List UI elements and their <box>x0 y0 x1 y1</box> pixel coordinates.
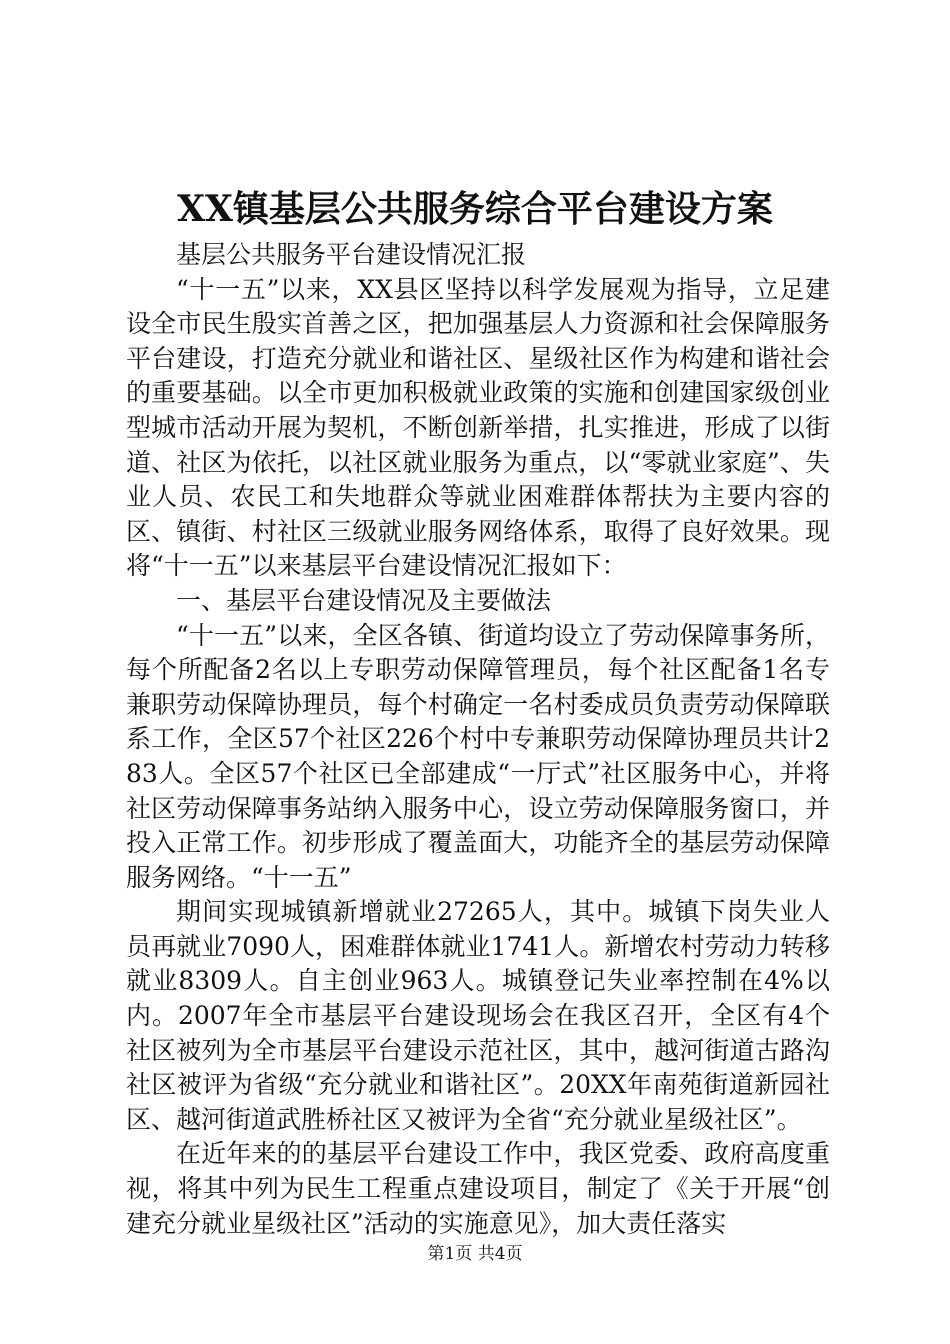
document-title: XX镇基层公共服务综合平台建设方案 <box>177 188 773 230</box>
paragraph-employment-results: 期间实现城镇新增就业27265人，其中。城镇下岗失业人员再就业7090人，困难群体就业1741人。新增农村劳动力转移就业8309人。自主创业963人。城镇登记失业率控制在4%以内。2007年全市基层平台建设现场会在我区召开，全区有4个社区被列为全市基层平台建设示范社区，其中，越河街道古路沟社区被评为省级“充分就业和谐社区”。20XX年南苑街道新园社区、越河街道武胜桥社区又被评为全省“充分就业星级社区”。 <box>126 897 830 1134</box>
page-footer: 第1页 共4页 <box>427 1244 523 1264</box>
paragraph-platform-setup: “十一五”以来，全区各镇、街道均设立了劳动保障事务所，每个所配备2名以上专职劳动保障管理员，每个社区配备1名专兼职劳动保障协理员，每个村确定一名村委成员负责劳动保障联系工作，全区57个社区226个村中专兼职劳动保障协理员共计283人。全区57个社区已全部建成“一厅式”社区服务中心，并将社区劳动保障事务站纳入服务中心，设立劳动保障服务窗口，并投入正常工作。初步形成了覆盖面大，功能齐全的基层劳动保障服务网络。“十一五” <box>126 620 830 892</box>
paragraph-government-support: 在近年来的的基层平台建设工作中，我区党委、政府高度重视，将其中列为民生工程重点建设项目，制定了《关于开展“创建充分就业星级社区”活动的实施意见》，加大责任落实 <box>126 1139 830 1238</box>
paragraph-intro: “十一五”以来，XX县区坚持以科学发展观为指导，立足建设全市民生殷实首善之区，把加强基层人力资源和社会保障服务平台建设，打造充分就业和谐社区、星级社区作为构建和谐社会的重要基础。以全市更加积极就业政策的实施和创建国家级创业型城市活动开展为契机，不断创新举措，扎实推进，形成了以街道、社区为依托，以社区就业服务为重点，以“零就业家庭”、失业人员、农民工和失地群众等就业困难群体帮扶为主要内容的区、镇街、村社区三级就业服务网络体系，取得了良好效果。现将“十一五”以来基层平台建设情况汇报如下： <box>126 274 830 581</box>
document-body <box>126 238 830 1241</box>
section-heading-1: 一、基层平台建设情况及主要做法 <box>176 585 552 615</box>
paragraph-report-heading: 基层公共服务平台建设情况汇报 <box>176 240 527 269</box>
